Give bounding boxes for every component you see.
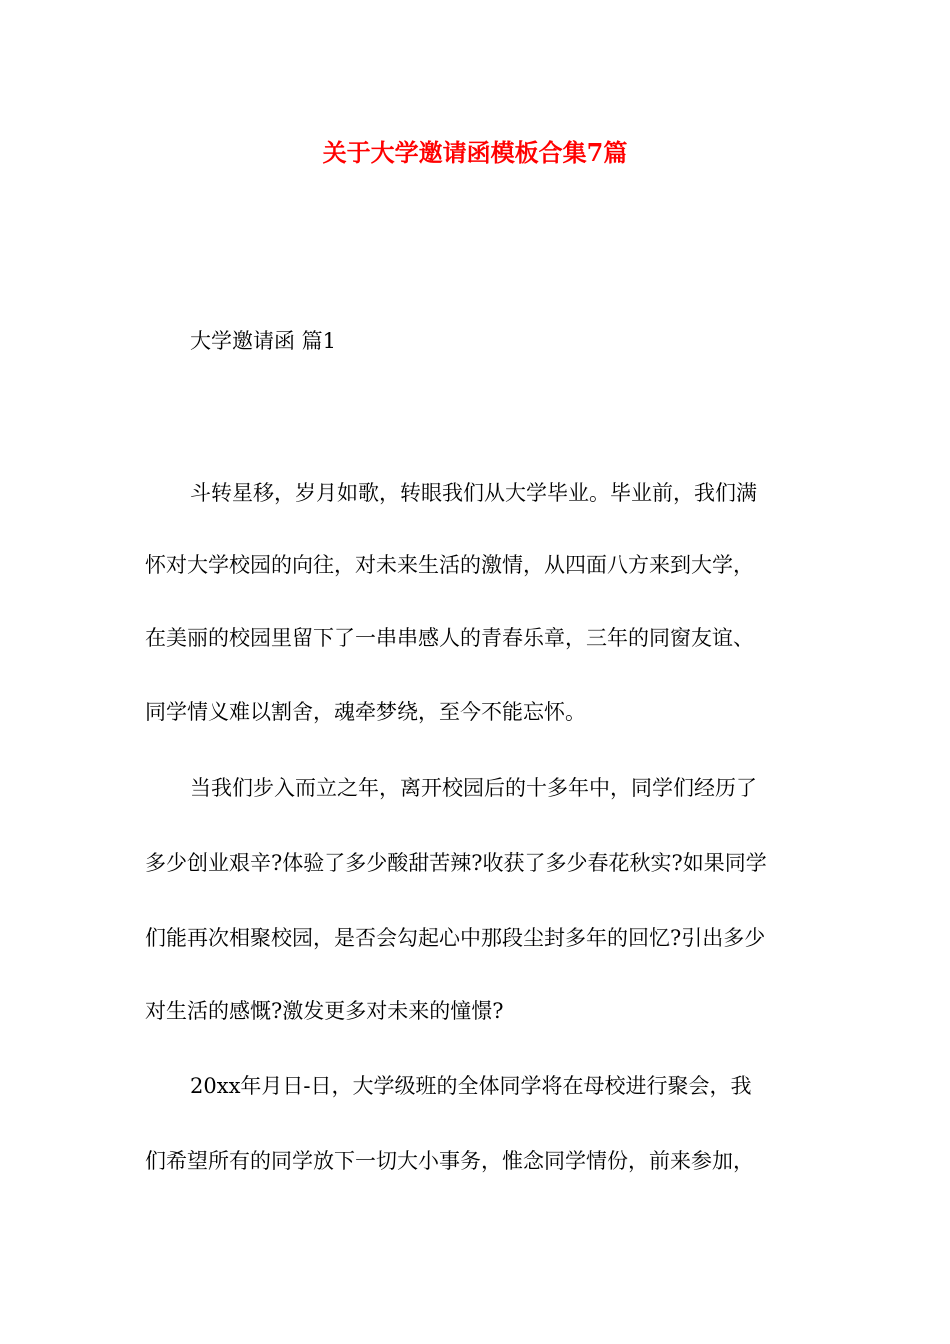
document-title: 关于大学邀请函模板合集7篇: [322, 138, 628, 167]
paragraph-line: 20xx年月日-日，大学级班的全体同学将在母校进行聚会，我: [190, 1074, 752, 1098]
paragraph-line: 们希望所有的同学放下一切大小事务，惟念同学情份，前来参加，: [145, 1149, 754, 1173]
paragraph-line: 对生活的感慨?激发更多对未来的憧憬?: [145, 999, 504, 1023]
paragraph-line: 当我们步入而立之年，离开校园后的十多年中，同学们经历了: [190, 776, 757, 800]
paragraph-line: 多少创业艰辛?体验了多少酸甜苦辣?收获了多少春花秋实?如果同学: [145, 851, 767, 875]
section-heading: 大学邀请函 篇1: [190, 329, 337, 353]
paragraph-line: 们能再次相聚校园，是否会勾起心中那段尘封多年的回忆?引出多少: [145, 926, 766, 950]
paragraph-line: 同学情义难以割舍，魂牵梦绕，至今不能忘怀。: [145, 700, 586, 724]
paragraph-line: 斗转星移，岁月如歌，转眼我们从大学毕业。毕业前，我们满: [190, 481, 757, 505]
paragraph-line: 怀对大学校园的向往，对未来生活的激情，从四面八方来到大学，: [145, 553, 754, 577]
paragraph-line: 在美丽的校园里留下了一串串感人的青春乐章，三年的同窗友谊、: [145, 626, 754, 650]
